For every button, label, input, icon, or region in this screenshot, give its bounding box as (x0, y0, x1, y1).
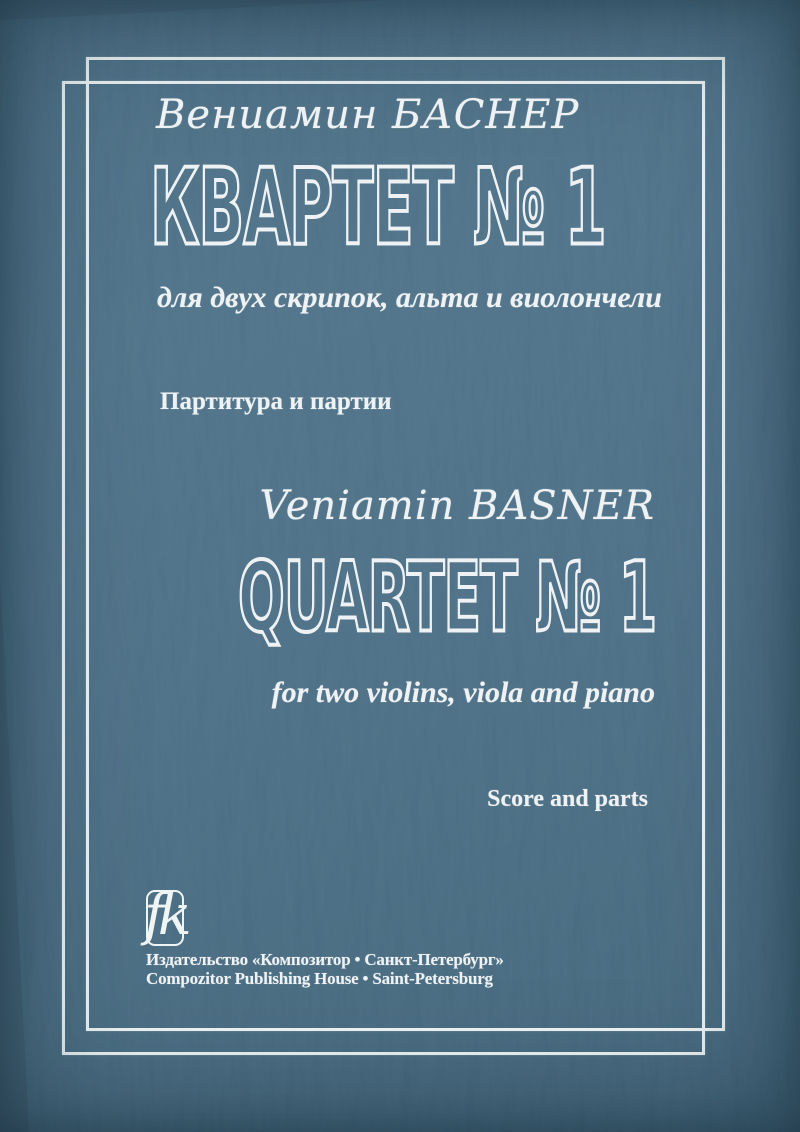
work-title-russian: КВАРТЕТ № 1 (150, 146, 606, 269)
instrumentation-russian: для двух скрипок, альта и виолончели (157, 281, 662, 314)
publisher-logo-monogram: fk (144, 883, 185, 948)
instrumentation-english: for two violins, viola and piano (271, 676, 655, 709)
publisher-logo (144, 883, 185, 948)
publisher-imprint-russian: Издательство «Композитор • Санкт-Петербург» (146, 950, 504, 969)
edition-note-english: Score and parts (487, 786, 648, 812)
publisher-imprint-english: Compozitor Publishing House • Saint-Petersburg (146, 969, 493, 988)
composer-name-english: Veniamin BASNER (259, 483, 655, 529)
edition-note-russian: Партитура и партии (160, 388, 392, 415)
work-title-english: QUARTET № 1 (238, 543, 657, 655)
composer-name-russian: Вениамин БАСНЕР (156, 92, 580, 138)
